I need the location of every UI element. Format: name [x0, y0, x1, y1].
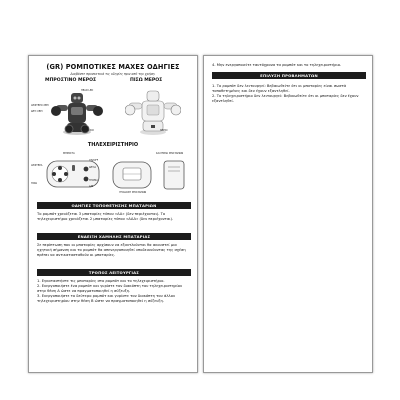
battery-install-text: Το ρομπότ χρειάζεται 3 μπαταρίες τύπου «AA» (δεν περιέχονται). Το τηλεχειριστήριο χρειάζεται 2 μπαταρίες τύπου «AAA» (δεν περιέχονται). [37, 212, 174, 222]
manual-page-right [203, 55, 373, 373]
battery-install-heading: ΟΔΗΓΙΕΣ ΤΟΠΟΘΕΤΗΣΗΣ ΜΠΑΤΑΡΙΩΝ [37, 202, 191, 209]
left-arm-callout: ΑΡΙΣΤΕΡΟ ΧΕΡΙ [31, 104, 49, 107]
back-button-callout: ΠΙΣΩ [31, 182, 37, 185]
power-callout: ON/OFF [89, 159, 99, 162]
troubleshooting-item: 1. Το ρομπότ δεν λειτουργεί: Βεβαιωθείτε ότι οι μπαταρίες είναι σωστά τοποθετημένες και δεν έχουν εξαντληθεί. [212, 84, 347, 94]
operation-step-4: 4. Μην ενεργοποιείτε ταυτόχρονα τα ρομπότ και το τηλεχειριστήριο. [212, 63, 342, 67]
operation-step: 3. Ενεργοποιήστε το δεύτερο ρομπότ και γυρίστε τον διακόπτη του άλλου τηλεχειριστηρίου στην θέση B ώστε να πραγματοποιηθεί η σύζευξη. [37, 294, 176, 304]
operation-steps [37, 279, 192, 304]
ab-callout: A/B [89, 185, 94, 188]
wheel-callout: ΤΡΟΧΟΙ [85, 129, 95, 132]
battery-cover-illustration [161, 159, 187, 191]
operation-step: 2. Ενεργοποιήστε ένα ρομπότ και γυρίστε τον διακόπτη του τηλεχειριστηρίου στην θέση A ώστε να πραγματοποιηθεί η σύζευξη. [37, 284, 183, 294]
troubleshooting-heading: ΕΠΙΛΥΣΗ ΠΡΟΒΛΗΜΑΤΩΝ [212, 72, 366, 79]
remote-back-illustration [111, 160, 153, 190]
left-button-callout: ΑΡΙΣΤΕΡΑ [31, 164, 43, 167]
operation-heading: ΤΡΟΠΟΣ ΛΕΙΤΟΥΡΓΙΑΣ [37, 269, 191, 276]
right-arm-callout: ΔΕΞΙ ΧΕΡΙ [31, 110, 43, 113]
front-view-label: ΜΠΡΟΣΤΙΝΟ ΜΕΡΟΣ [45, 78, 97, 83]
forward-callout: ΜΠΡΟΣΤΑ [63, 152, 75, 155]
operation-step: 1. Εγκαταστήστε τις μπαταρίες στο ρομπότ και το τηλεχειριστήριο. [37, 279, 165, 283]
robot-front-illustration [47, 85, 105, 137]
troubleshooting-item: 2. Το τηλεχειριστήριο δεν λειτουργεί: Βεβαιωθείτε ότι οι μπαταρίες δεν έχουν εξαντληθεί. [212, 94, 359, 104]
sensor-callout: ΗΧΕΙΟ [160, 129, 168, 132]
low-battery-text: Σε περίπτωση που οι μπαταρίες αρχίσουν να εξαντλούνται θα ακουστεί μια ηχητική σήμανση και το ρομπότ θα απενεργοποιηθεί υποδεικνύοντας της σχέση πρέπει να αντικατασταθούν οι μπαταρίες. [37, 243, 186, 258]
battery-compartment-callout: ΥΠΟΔΟΧΗ ΜΠΑΤΑΡΙΩΝ [119, 191, 147, 194]
punch-callout: ΓΡΟΘΙΑ [89, 179, 98, 182]
manual-subtitle: Διαβάστε προσεκτικά τις οδηγίες πριν από την χρήση. [70, 72, 156, 76]
remote-title: ΤΗΛΕΧΕΙΡΙΣΤΗΡΙΟ [87, 142, 139, 148]
manual-title: (GR) ΡΟΜΠΟΤΙΚΕΣ ΜΑΧΕΣ ΟΔΗΓΙΕΣ [46, 63, 180, 71]
battery-cover-callout: ΚΑΛΥΜΜΑ ΜΠΑΤΑΡΙΩΝ [156, 152, 184, 155]
back-view-label: ΠΙΣΩ ΜΕΡΟΣ [130, 78, 163, 83]
low-battery-heading: ΕΝΔΕΙΞΗ ΧΑΜΗΛΗΣ ΜΠΑΤΑΡΙΑΣ [37, 233, 191, 240]
troubleshooting-list [212, 84, 367, 104]
head-led-callout: HEAD LED [81, 89, 94, 92]
manual-page-left [28, 55, 198, 373]
robot-back-illustration [125, 85, 181, 137]
right-button-callout: ΔΕΞΙΑ [89, 166, 96, 169]
